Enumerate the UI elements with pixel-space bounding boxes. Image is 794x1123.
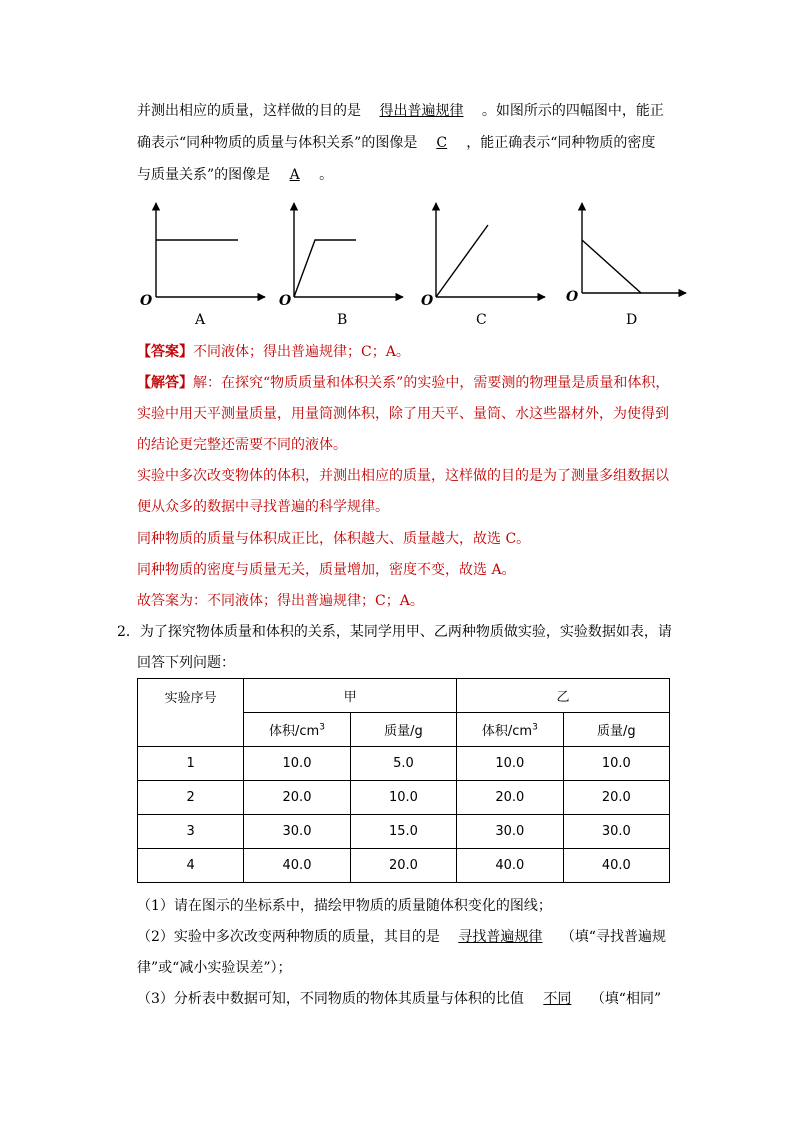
analysis-line-6: 同种物质的质量与体积成正比，体积越大、质量越大，故选 C。 [137,531,531,547]
analysis-line-2: 实验中用天平测量质量，用量筒测体积，除了用天平、量筒、水这些器材外，为使得到 [137,406,669,422]
analysis-line-7: 同种物质的密度与质量无关，质量增加，密度不变，故选 A。 [137,562,516,578]
graph-b-origin: O [279,293,292,309]
answer-line [137,342,410,362]
answer-text: 不同液体；得出普遍规律；C；A。 [193,344,410,360]
graph-c-label: C [476,312,487,328]
graph-d-line [582,240,641,293]
graph-b-line [294,240,356,297]
graph-b [278,195,408,305]
answer-blank-3: A [289,167,300,183]
subq-2-cont: 律”或“减小实验误差”）； [137,960,292,976]
col-header-vol-a: 体积$/cm^3$ [244,713,350,747]
data-table [137,678,670,883]
analysis-tag: 【解答】 [137,375,193,391]
q2-number: 2． [117,624,140,640]
graph-d [566,195,696,305]
table-row: 4 40.0 20.0 40.0 40.0 [138,849,670,883]
q2-line-2: 回答下列问题： [137,655,235,671]
answer-tag: 【答案】 [137,344,193,360]
graph-a-origin: O [140,293,153,309]
graph-c-origin: O [421,293,434,309]
graph-d-origin: O [566,289,579,305]
graph-c-line [436,225,488,297]
analysis-conclusion: 故答案为：不同液体；得出普遍规律；C；A。 [137,593,424,609]
subq-1: （1）请在图示的坐标系中，描绘甲物质的质量随体积变化的图线； [137,898,552,914]
col-header-index: 实验序号 [138,679,244,747]
col-header-group-a: 甲 [244,679,457,713]
graph-c [420,195,550,305]
analysis-line-4: 实验中多次改变物体的体积，并测出相应的质量，这样做的目的是为了测量多组数据以 [137,468,669,484]
answer-blank-s3: 不同 [543,991,572,1007]
col-header-group-b: 乙 [457,679,670,713]
subq-2: （2）实验中多次改变两种物质的质量，其目的是 寻找普遍规律 （填“寻找普遍规 [137,929,666,945]
analysis-line-5: 便从众多的数据中寻找普遍的科学规律。 [137,499,389,515]
col-header-mass-a: 质量/g [350,713,456,747]
graph-a-label: A [195,312,206,328]
answer-blank-s2: 寻找普遍规律 [458,929,543,945]
intro-line-1: 并测出相应的质量，这样做的目的是 得出普遍规律 。如图所示的四幅图中，能正 [137,103,664,119]
subq-3: （3）分析表中数据可知，不同物质的物体其质量与体积的比值 不同 （填“相同” [137,991,662,1007]
col-header-vol-b: 体积$/cm^3$ [457,713,563,747]
table-row: 3 30.0 15.0 30.0 30.0 [138,815,670,849]
answer-blank-2: C [436,135,448,151]
graph-d-label: D [626,312,638,328]
intro-line-2: 确表示“同种物质的质量与体积关系”的图像是 C ，能正确表示“同种物质的密度 [137,135,656,151]
table-row: 1 10.0 5.0 10.0 10.0 [138,747,670,781]
analysis-line-3: 的结论更完整还需要不同的液体。 [137,437,347,453]
col-header-mass-b: 质量/g [563,713,669,747]
graph-b-label: B [337,312,348,328]
answer-blank-1: 得出普遍规律 [379,103,464,119]
intro-line-3: 与质量关系”的图像是 A 。 [137,167,334,183]
table-row: 2 20.0 10.0 20.0 20.0 [138,781,670,815]
graph-a [140,195,270,305]
q2-line-1: 2．为了探究物体质量和体积的关系，某同学用甲、乙两种物质做实验，实验数据如表，请 [117,624,672,640]
analysis-line-1: 【解答】解：在探究“物质质量和体积关系”的实验中，需要测的物理量是质量和体积， [137,375,670,391]
